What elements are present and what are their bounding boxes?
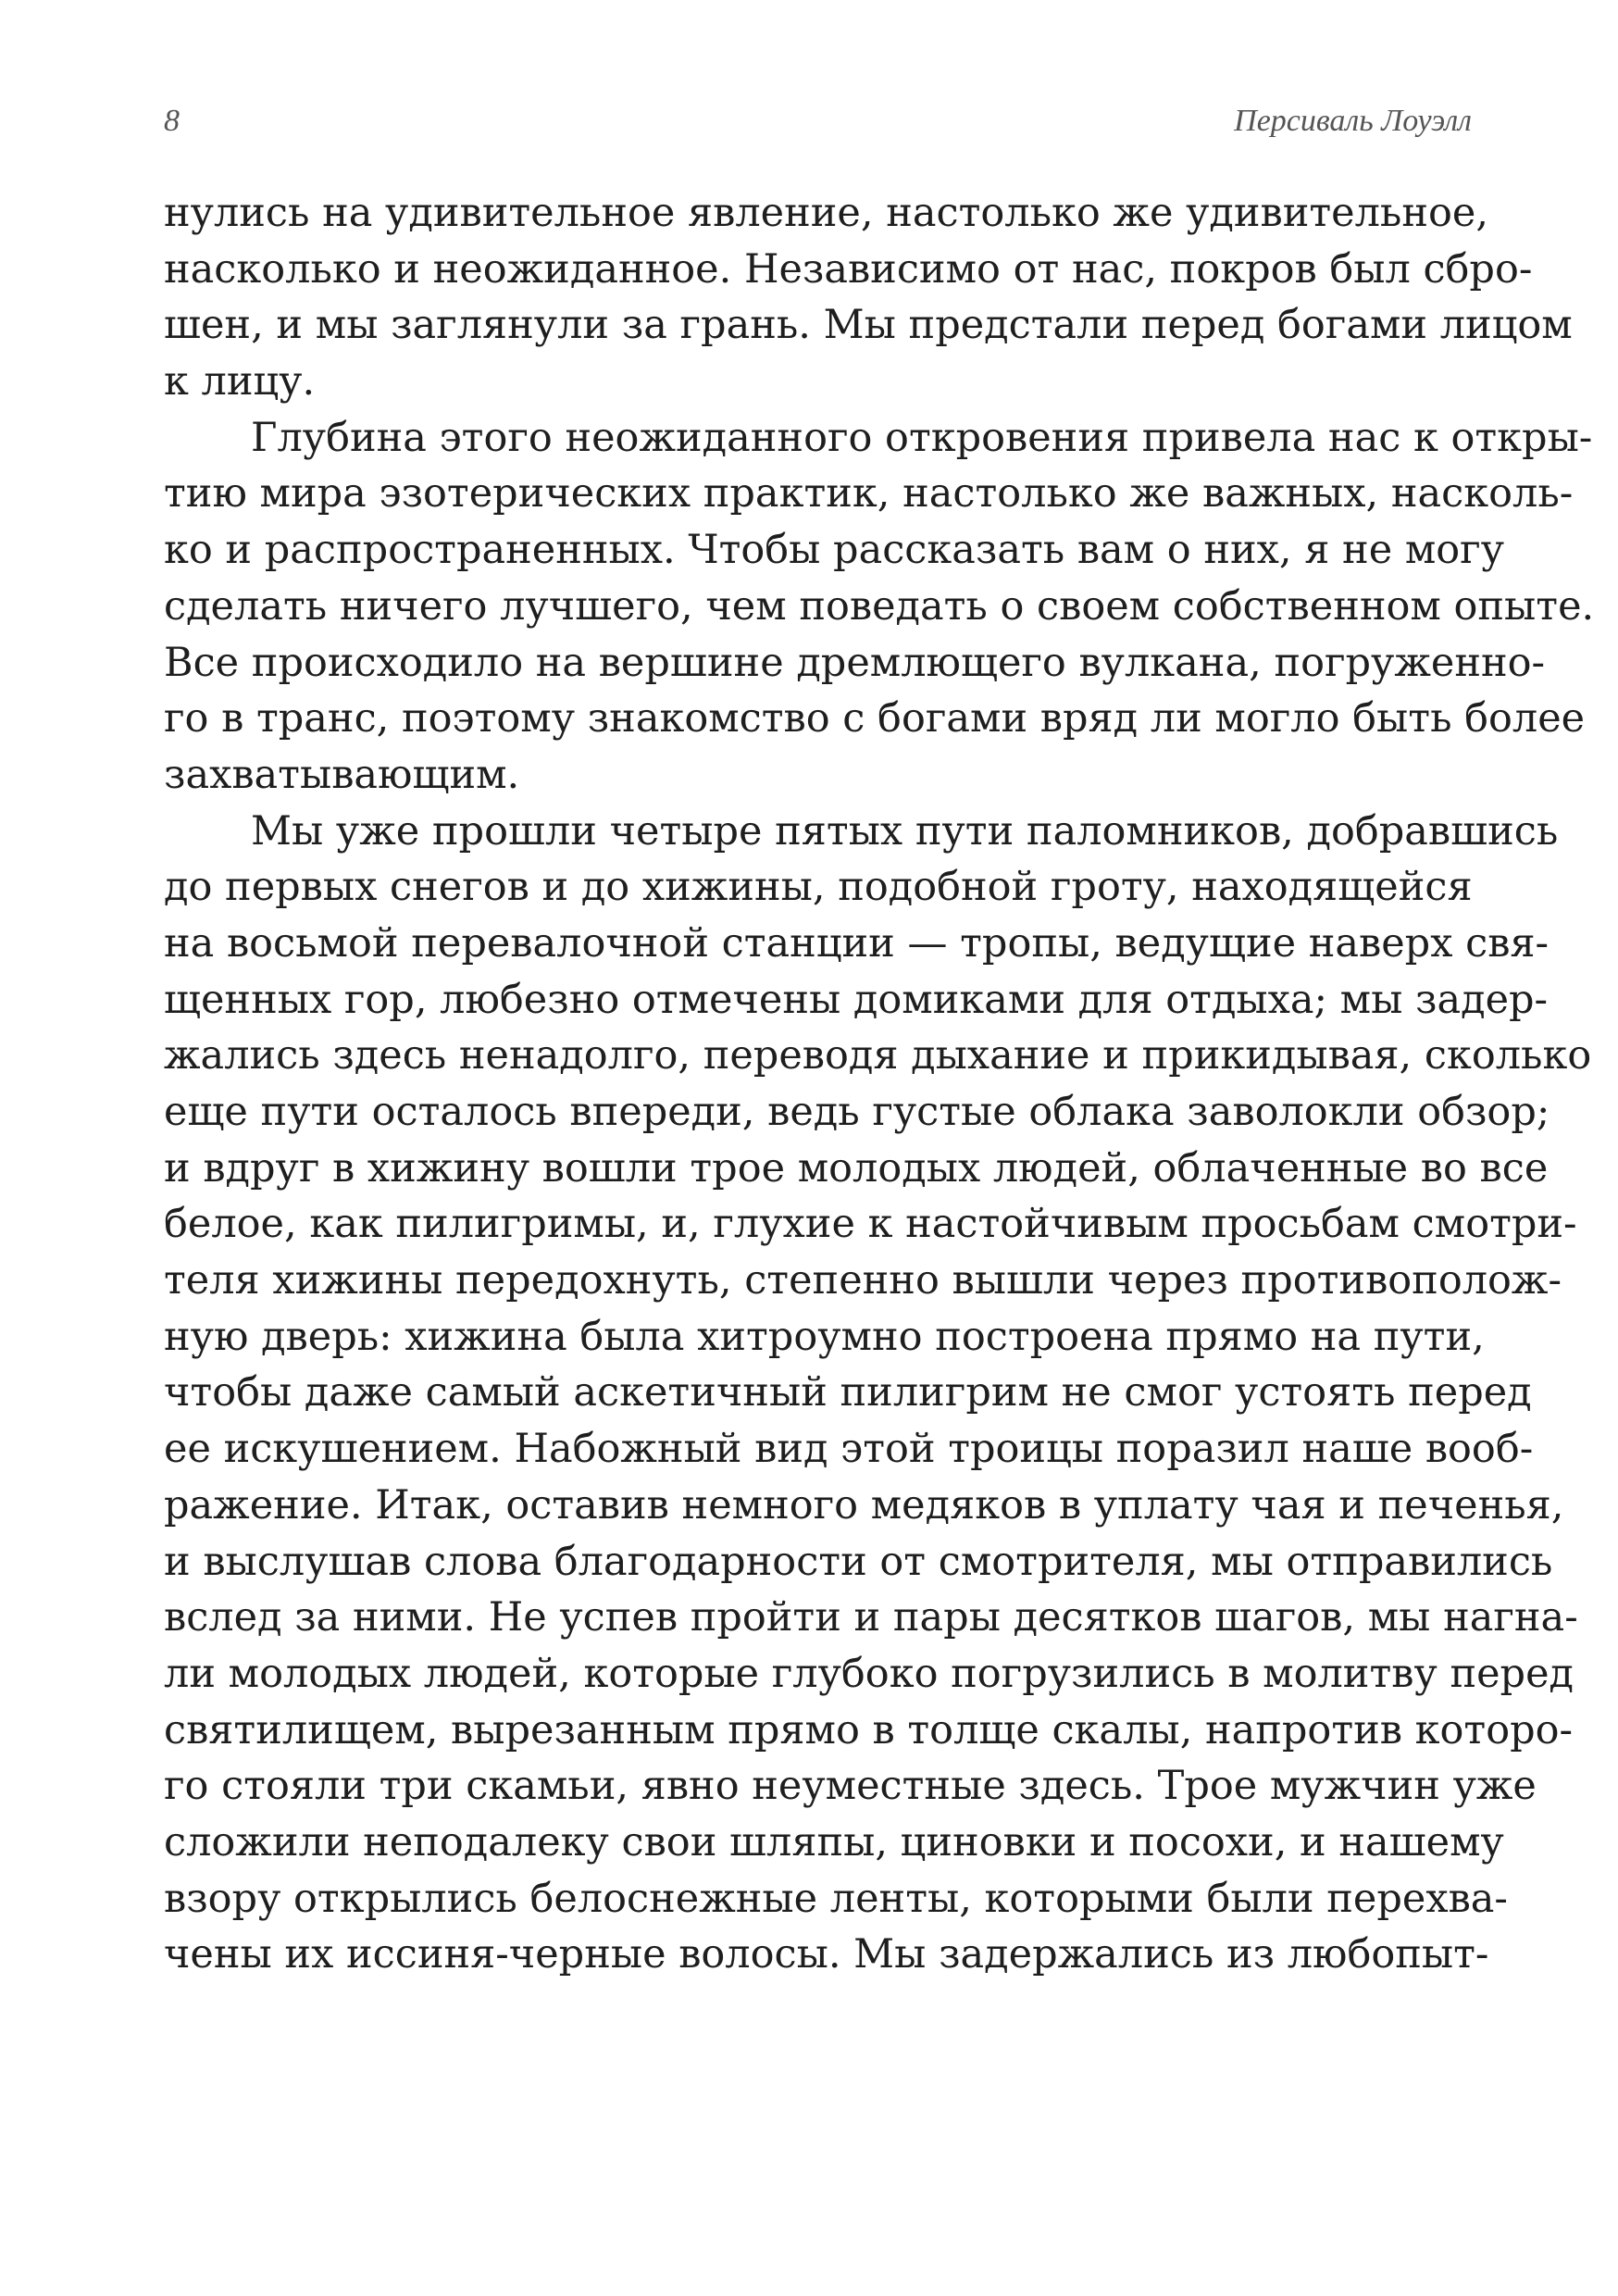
text-line: до первых снегов и до хижины, подобной гроту, находящейся [164, 864, 1473, 911]
text-line: святилищем, вырезанным прямо в толще скалы, напротив которо- [164, 1706, 1574, 1753]
running-title: Персиваль Лоуэлл [1234, 104, 1472, 138]
text-line: насколько и неожиданное. Независимо от нас, покров был сбро- [164, 245, 1533, 293]
text-line: Все происходило на вершине дремлющего вулкана, погруженно- [164, 639, 1546, 686]
text-line: тию мира эзотерических практик, настолько же важных, насколь- [164, 470, 1574, 518]
text-line: и вдруг в хижину вошли трое молодых людей, облаченные во все [164, 1144, 1549, 1192]
page-number: 8 [164, 104, 180, 138]
body-text [164, 185, 1595, 1983]
text-line: го стояли три скамьи, явно неуместные здесь. Трое мужчин уже [164, 1763, 1537, 1810]
text-line: го в транс, поэтому знакомство с богами вряд ли могло быть более [164, 695, 1586, 742]
text-line: ли молодых людей, которые глубоко погрузились в молитву перед [164, 1650, 1574, 1697]
text-line: ражение. Итак, оставив немного медяков в уплату чая и печенья, [164, 1481, 1564, 1529]
running-head [164, 104, 1472, 148]
text-line: жались здесь ненадолго, переводя дыхание и прикидывая, сколько [164, 1032, 1592, 1079]
text-line: захватывающим. [164, 751, 520, 798]
text-line: Глубина этого неожиданного откровения привела нас к откры- [251, 414, 1593, 461]
text-line: и выслушав слова благодарности от смотрителя, мы отправились [164, 1538, 1553, 1585]
text-line: сложили неподалеку свои шляпы, циновки и посохи, и нашему [164, 1818, 1504, 1866]
text-line: ее искушением. Набожный вид этой троицы поразил наше вооб- [164, 1426, 1534, 1473]
text-line: еще пути осталось впереди, ведь густые облака заволокли обзор; [164, 1089, 1550, 1135]
text-line: теля хижины передохнуть, степенно вышли через противополож- [164, 1257, 1562, 1304]
text-line: Мы уже прошли четыре пятых пути паломников, добравшись [251, 807, 1559, 855]
text-line: взору открылись белоснежные ленты, которыми были перехва- [164, 1875, 1508, 1922]
text-line: на восьмой перевалочной станции — тропы, ведущие наверх свя- [164, 919, 1550, 967]
text-line: шен, и мы заглянули за грань. Мы предстали перед богами лицом [164, 302, 1573, 349]
text-line: щенных гор, любезно отмечены домиками для отдыха; мы задер- [164, 976, 1549, 1023]
text-line: чены их иссиня-черные волосы. Мы задержались из любопыт- [164, 1931, 1489, 1978]
text-line: сделать ничего лучшего, чем поведать о своем собственном опыте. [164, 582, 1595, 630]
text-line: белое, как пилигримы, и, глухие к настойчивым просьбам смотри- [164, 1201, 1577, 1248]
text-line: к лицу. [164, 358, 316, 406]
text-line: ную дверь: хижина была хитроумно построена прямо на пути, [164, 1313, 1485, 1360]
text-line: нулись на удивительное явление, настолько же удивительное, [164, 190, 1489, 236]
text-line: ко и распространенных. Чтобы рассказать вам о них, я не могу [164, 527, 1504, 574]
text-line: вслед за ними. Не успев пройти и пары десятков шагов, мы нагна- [164, 1594, 1578, 1641]
text-line: чтобы даже самый аскетичный пилигрим не смог устоять перед [164, 1369, 1532, 1416]
